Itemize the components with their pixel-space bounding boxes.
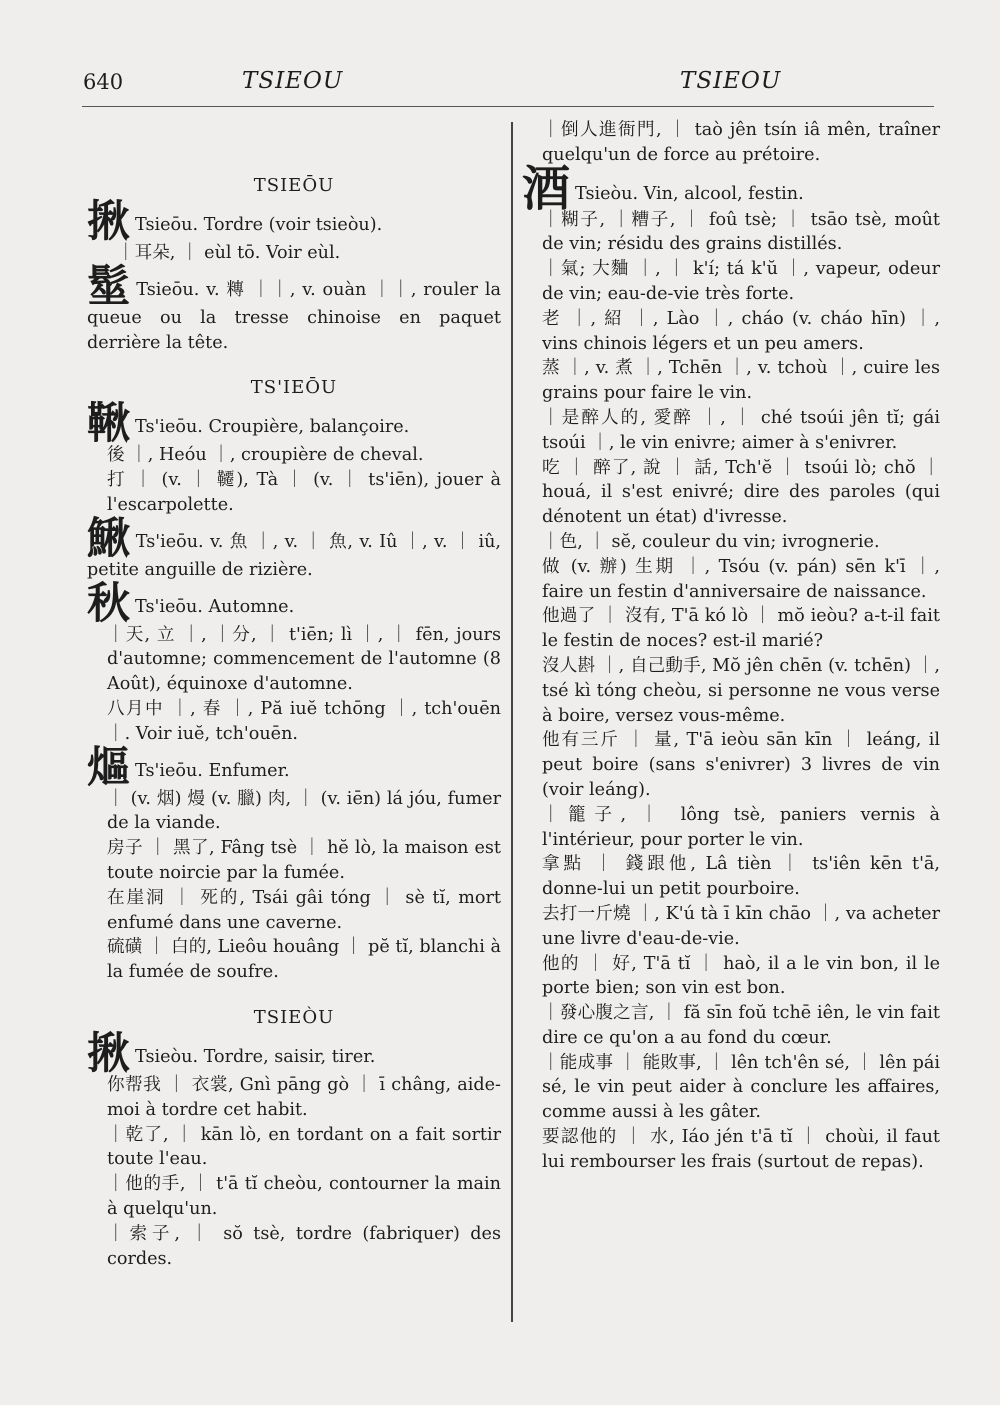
dictionary-entry xyxy=(87,742,501,793)
entry-text: Tsieōu. Tordre (voir tsieòu). xyxy=(135,215,383,235)
sub-entry: 他有三斤 ｜ 量, T'ā ieòu sān kīn ｜ leáng, il peut boire (sans s'enivrer) 3 livres de vin (voir leáng). xyxy=(542,730,940,800)
sub-entry: ｜氣; 大麯 ｜, ｜ k'í; tá k'ŭ ｜, vapeur, odeur de vin; eau-de-vie très forte. xyxy=(542,259,940,304)
dictionary-entry xyxy=(87,399,501,450)
dictionary-entry xyxy=(87,197,501,247)
sub-entry: 他的 ｜ 好, T'ā tĭ ｜ haò, il a le vin bon, il le porte bien; son vin est bon. xyxy=(542,953,940,999)
sub-entry: 後 ｜, Heóu ｜, croupière de cheval. xyxy=(107,445,424,466)
sub-entry: 做 (v. 辦) 生期 ｜, Tsóu (v. pán) sēn k'ī ｜, faire un festin d'anniversaire de naissance. xyxy=(542,556,940,602)
sub-entry: 打 ｜ (v. ｜ 韆), Tà ｜ (v. ｜ ts'iēn), jouer à l'escarpolette. xyxy=(107,470,501,515)
sub-entry: 八月中 ｜, 春 ｜, Pă iuĕ tchōng ｜, tch'ouēn ｜. Voir iuĕ, tch'ouēn. xyxy=(107,698,501,744)
sub-entry: 他過了 ｜ 沒有, T'ā kó lò ｜ mŏ ieòu? a-t-il fait le festin de noces? est-il marié? xyxy=(542,606,940,652)
dictionary-entry xyxy=(87,261,502,356)
sub-entry: ｜ (v. 烟) 熳 (v. 臘) 肉, ｜ (v. iēn) lá jóu, fumer de la viande. xyxy=(107,788,501,834)
sub-entry: ｜是醉人的, 愛醉 ｜, ｜ ché tsoúi jên tĭ; gái tsoúi ｜, le vin enivre; aimer à s'enivrer. xyxy=(542,407,940,453)
dictionary-entry xyxy=(87,578,501,629)
sub-entry: 蒸 ｜, v. 煮 ｜, Tchēn ｜, v. tchoù ｜, cuire les grains pour faire le vin. xyxy=(542,358,940,404)
sub-entry: ｜能成事 ｜ 能敗事, ｜ lên tch'ên sé, ｜ lên pái sé, le vin peut aider à conclure les affaires, comme aussi à les gâter. xyxy=(542,1052,940,1123)
entry-character: 揪 xyxy=(87,1028,130,1079)
running-head-left: TSIEOU xyxy=(242,68,344,94)
right-column xyxy=(522,118,940,1175)
sub-entry: 沒人斟 ｜, 自己動手, Mŏ jên chēn (v. tchēn) ｜, tsé kì tóng cheòu, si personne ne vous verse à boire, versez vous-même. xyxy=(542,655,940,726)
page-number: 640 xyxy=(83,70,124,94)
entry-text: Ts'ieōu. Enfumer. xyxy=(135,760,290,781)
entry-text: Ts'ieōu. Croupière, balançoire. xyxy=(135,417,410,438)
sub-entry: 你帮我 ｜ 衣裳, Gnì pāng gò ｜ ī châng, aide-moi à tordre cet habit. xyxy=(107,1074,501,1120)
header-rule xyxy=(82,106,934,107)
sub-entry: 老 ｜, 紹 ｜, Lào ｜, cháo (v. cháo hīn) ｜, vins chinois légers et un peu amers. xyxy=(542,308,940,354)
dictionary-entry xyxy=(87,1028,501,1079)
sub-entry: ｜色, ｜ sĕ, couleur du vin; ivrognerie. xyxy=(542,531,880,552)
sub-entry: ｜耳朵, ｜ eùl tō. Voir eùl. xyxy=(117,243,341,263)
sub-entry: 硫磺 ｜ 白的, Lieôu houâng ｜ pĕ tĭ, blanchi à la fumée de soufre. xyxy=(107,937,501,983)
sub-entry: ｜天, 立 ｜, ｜分, ｜ t'iēn; lì ｜, ｜ fēn, jours d'automne; commencement de l'automne (8 Août), équinoxe d'automne. xyxy=(107,624,501,695)
headword-section-heading: TSIEŌU xyxy=(253,175,335,196)
headword-section-heading: TS'IEŌU xyxy=(250,377,338,399)
sub-entry: ｜他的手, ｜ t'ā tĭ cheòu, contourner la main à quelqu'un. xyxy=(107,1174,501,1219)
entry-character: 鞦 xyxy=(87,399,130,450)
sub-entry: ｜索子, ｜ sŏ tsè, tordre (fabriquer) des cordes. xyxy=(107,1223,501,1269)
sub-entry: 去打一斤燒 ｜, K'ú tà ī kīn chāo ｜, va acheter une livre d'eau-de-vie. xyxy=(542,903,940,949)
sub-entry: 在崖洞 ｜ 死的, Tsái gâi tóng ｜ sè tĭ, mort enfumé dans une caverne. xyxy=(107,887,501,933)
entry-text: Tsieòu. Tordre, saisir, tirer. xyxy=(135,1046,376,1067)
headword-section-heading: TSIEÒU xyxy=(253,1006,335,1028)
sub-entry: 吃 ｜ 醉了, 說 ｜ 話, Tch'ĕ ｜ tsoúi lò; chŏ ｜ houá, il s'est enivré; dire des paroles (qui dénotent un état) d'ivresse. xyxy=(542,457,940,528)
left-column xyxy=(87,118,501,1271)
entry-character: 酒 xyxy=(522,160,571,217)
entry-character: 熰 xyxy=(87,742,130,793)
entry-text: Ts'ieōu. Automne. xyxy=(135,596,295,617)
sub-entry: 拿點 ｜ 錢跟他, Lâ tièn ｜ ts'iên kēn t'ā, donne-lui un petit pourboire. xyxy=(542,854,940,900)
entry-text: Tsieòu. Vin, alcool, festin. xyxy=(575,183,804,204)
entry-character: 髽 xyxy=(87,261,132,312)
sub-entry: ｜發心腹之言, ｜ fă sīn foŭ tchē iên, le vin fait dire ce qu'on a au fond du cœur. xyxy=(542,1003,940,1048)
dictionary-entry xyxy=(87,513,502,583)
dictionary-entry xyxy=(522,160,940,217)
entry-character: 鰍 xyxy=(87,513,131,564)
entry-text: Ts'ieōu. v. 魚 ｜, v. ｜ 魚, v. Iû ｜, v. ｜ iû, petite anguille de rizière. xyxy=(87,531,502,580)
entry-character: 秋 xyxy=(87,578,130,629)
sub-entry: ｜乾了, ｜ kān lò, en tordant on a fait sortir toute l'eau. xyxy=(107,1124,501,1170)
column-divider xyxy=(511,122,513,1322)
sub-entry: 房子 ｜ 黑了, Fâng tsè ｜ hĕ lò, la maison est toute noircie par la fumée. xyxy=(107,838,501,883)
sub-entry: ｜籠子, ｜ lông tsè, paniers vernis à l'intérieur, pour porter le vin. xyxy=(542,804,940,850)
running-head-right: TSIEOU xyxy=(680,68,782,94)
entry-text: Tsieōu. v. 䊜 ｜｜, v. ouàn ｜｜, rouler la queue ou la tresse chinoise en paquet derrière la tête. xyxy=(87,279,502,353)
entry-character: 揪 xyxy=(87,197,130,247)
sub-entry: ｜糊子, ｜糟子, ｜ foû tsè; ｜ tsāo tsè, moût de vin; résidu des grains distillés. xyxy=(542,209,940,255)
sub-entry: ｜倒人進衙門, ｜ taò jên tsín iâ mên, traîner quelqu'un de force au prétoire. xyxy=(542,120,940,165)
sub-entry: 要認他的 ｜ 水, Iáo jén t'ā tĭ ｜ choùi, il faut lui rembourser les frais (surtout de repas). xyxy=(542,1127,940,1172)
